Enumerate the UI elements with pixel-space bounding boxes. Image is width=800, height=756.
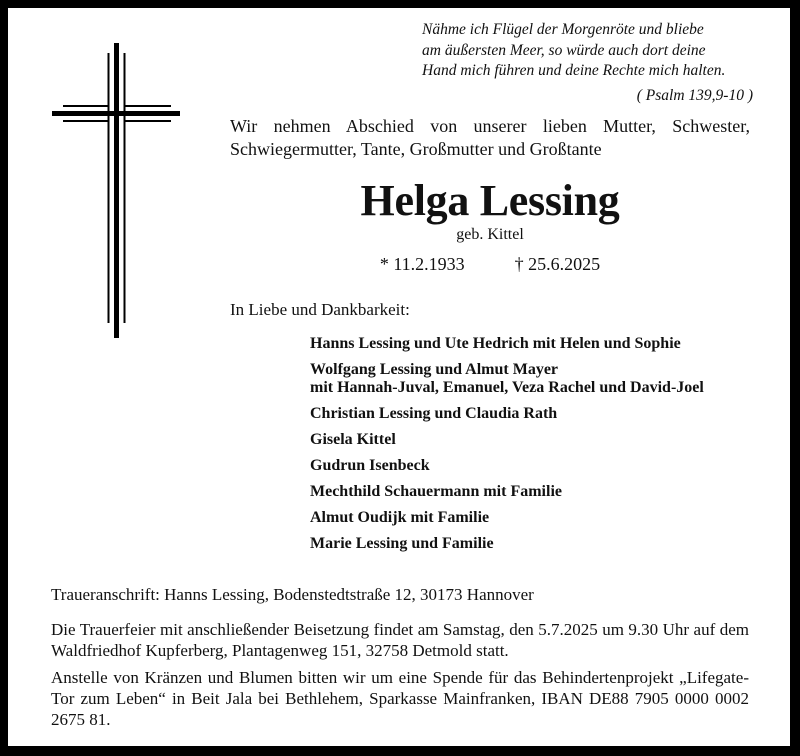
mourner: Wolfgang Lessing und Almut Mayer [310,361,559,378]
verse-line: am äußersten Meer, so würde auch dort deine [422,41,706,59]
bible-verse [422,20,752,82]
deceased-name: Helga Lessing [360,176,620,225]
life-dates [230,254,750,275]
donation-request: Anstelle von Kränzen und Blumen bitten wir um eine Spende für das Behindertenprojekt „Lifegate-Tor zum Leben“ in Beit Jala bei Bethlehem, Sparkasse Mainfranken, IBAN DE88 7905 0000 0002 2675 81. [51,668,749,729]
verse-line: Hand mich führen und deine Rechte mich halten. [422,62,726,79]
mourner: Gudrun Isenbeck [310,457,430,474]
farewell-intro [230,115,750,161]
mourner: Hanns Lessing und Ute Hedrich mit Helen und Sophie [310,335,681,352]
maiden-name: geb. Kittel [456,226,524,243]
intro-line-1: Wir nehmen Abschied von unserer lieben Mutter, Schwester, [230,116,750,136]
mourner: Marie Lessing und Familie [310,535,494,552]
funeral-service-info: Die Trauerfeier mit anschließender Beisetzung findet am Samstag, den 5.7.2025 um 9.30 Uhr auf dem Waldfriedhof Kupferberg, Plantagenweg 151, 32758 Detmold statt. [51,620,749,660]
mourner: Almut Oudijk mit Familie [310,509,490,526]
mourner: Mechthild Schauermann mit Familie [310,483,562,500]
birth-date: * 11.2.1933 [379,254,465,274]
intro-line-2: Schwiegermutter, Tante, Großmutter und Großtante [230,139,602,159]
mourner: mit Hannah-Juval, Emanuel, Veza Rachel und David-Joel [310,379,704,396]
mourners-list [310,335,704,561]
mourning-address: Traueranschrift: Hanns Lessing, Bodenstedtstraße 12, 30173 Hannover [51,585,534,604]
verse-source: ( Psalm 139,9-10 ) [636,87,753,104]
death-date: † 25.6.2025 [514,254,601,274]
verse-line: Nähme ich Flügel der Morgenröte und bliebe [422,21,704,38]
mourner: Gisela Kittel [310,431,396,448]
closing-phrase: In Liebe und Dankbarkeit: [230,300,410,319]
mourner: Christian Lessing und Claudia Rath [310,405,558,422]
